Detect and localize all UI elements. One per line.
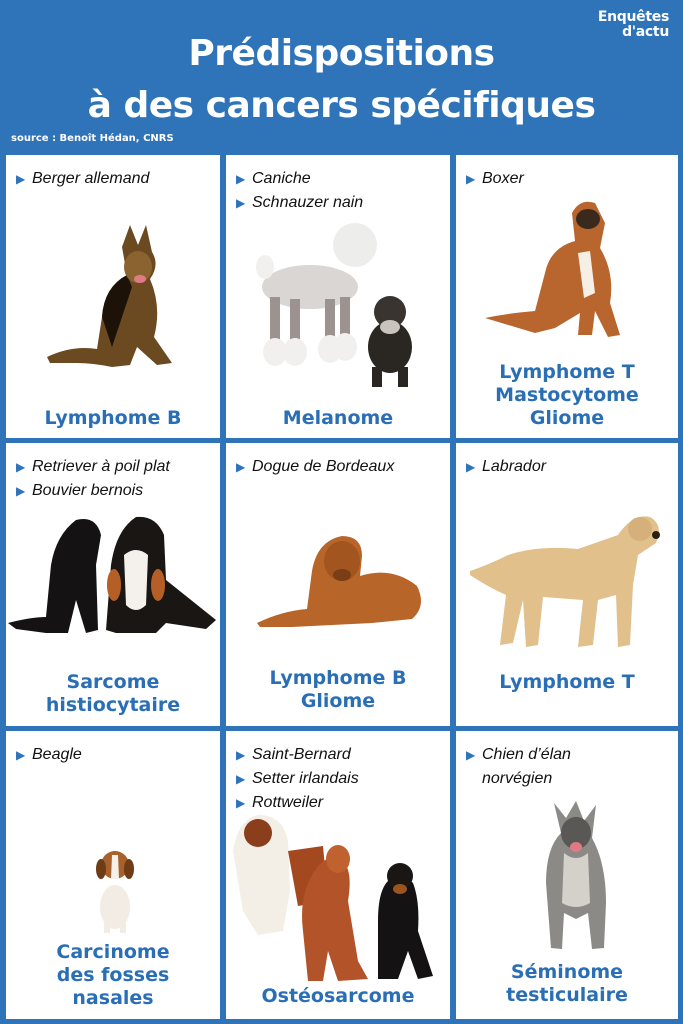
cell-beagle [6, 731, 220, 1019]
cell-labrador [456, 443, 678, 726]
breed-item: ▶ Beagle [16, 743, 212, 767]
brand-line-2: d'actu [622, 24, 669, 40]
arrow-icon: ▶ [466, 460, 476, 474]
cancer-label: Lymphome T [499, 671, 635, 693]
breed-item: ▶ Retriever à poil plat [16, 455, 212, 479]
cell-saint-bernard-setter-rottweiler [226, 731, 450, 1019]
cancer-label: Lymphome B [44, 407, 182, 429]
arrow-icon: ▶ [236, 748, 246, 762]
breed-item: ▶ Saint-Bernard [236, 743, 442, 767]
breed-item: ▶ Rottweiler [236, 791, 442, 815]
cell-dogue-de-bordeaux [226, 443, 450, 726]
arrow-icon: ▶ [16, 748, 26, 762]
arrow-icon: ▶ [236, 196, 246, 210]
cell-norwegian-elkhound [456, 731, 678, 1019]
title-line-1: Prédispositions [188, 33, 495, 74]
breed-list [16, 743, 212, 767]
arrow-icon: ▶ [466, 172, 476, 186]
cell-poodle-schnauzer [226, 155, 450, 438]
german-shepherd-image [42, 217, 182, 372]
breed-list [236, 167, 442, 215]
breed-grid [0, 150, 683, 1024]
cancer-label: Carcinome des fosses nasales [56, 941, 170, 1009]
breed-list [466, 455, 670, 479]
breed-item: ▶ Boxer [466, 167, 670, 191]
breed-item: ▶ Schnauzer nain [236, 191, 442, 215]
cancer-label: Lymphome T Mastocytome Gliome [495, 361, 639, 429]
breed-list [236, 743, 442, 815]
saint-bernard-setter-rottweiler-image [228, 811, 446, 983]
breed-item: ▶ Berger allemand [16, 167, 212, 191]
cancer-label: Sarcome histiocytaire [45, 671, 181, 716]
breed-list [466, 743, 670, 791]
arrow-icon: ▶ [466, 748, 476, 762]
arrow-icon: ▶ [16, 484, 26, 498]
breed-list [236, 455, 442, 479]
source-credit: source : Benoît Hédan, CNRS [11, 133, 174, 144]
arrow-icon: ▶ [236, 172, 246, 186]
poodle-schnauzer-image [240, 217, 440, 392]
brand-line-1: Enquêtes [597, 9, 669, 25]
page-title [0, 28, 683, 132]
breed-item: norvégien [482, 770, 553, 787]
breed-item: ▶ Dogue de Bordeaux [236, 455, 442, 479]
arrow-icon: ▶ [236, 772, 246, 786]
boxer-image [480, 193, 650, 343]
norwegian-elkhound-image [536, 793, 616, 953]
cancer-label: Ostéosarcome [261, 985, 415, 1007]
beagle-image [92, 847, 138, 933]
cell-retriever-bernese [6, 443, 220, 726]
cell-boxer [456, 155, 678, 438]
title-line-2: à des cancers spécifiques [87, 85, 596, 126]
breed-list [16, 455, 212, 503]
retriever-bernese-image [6, 505, 220, 640]
cell-german-shepherd [6, 155, 220, 438]
cancer-label: Melanome [282, 407, 394, 429]
breed-list [16, 167, 212, 191]
arrow-icon: ▶ [236, 460, 246, 474]
breed-item: ▶ Chien d’élan [466, 743, 670, 767]
breed-item: ▶ Bouvier bernois [16, 479, 212, 503]
cancer-label: Séminome testiculaire [506, 961, 628, 1006]
arrow-icon: ▶ [16, 172, 26, 186]
arrow-icon: ▶ [236, 796, 246, 810]
labrador-image [468, 505, 668, 655]
arrow-icon: ▶ [16, 460, 26, 474]
breed-item: ▶ Caniche [236, 167, 442, 191]
breed-item: ▶ Setter irlandais [236, 767, 442, 791]
breed-item: ▶ Labrador [466, 455, 670, 479]
dogue-de-bordeaux-image [252, 531, 432, 631]
breed-list [466, 167, 670, 191]
cancer-label: Lymphome B Gliome [269, 667, 407, 712]
